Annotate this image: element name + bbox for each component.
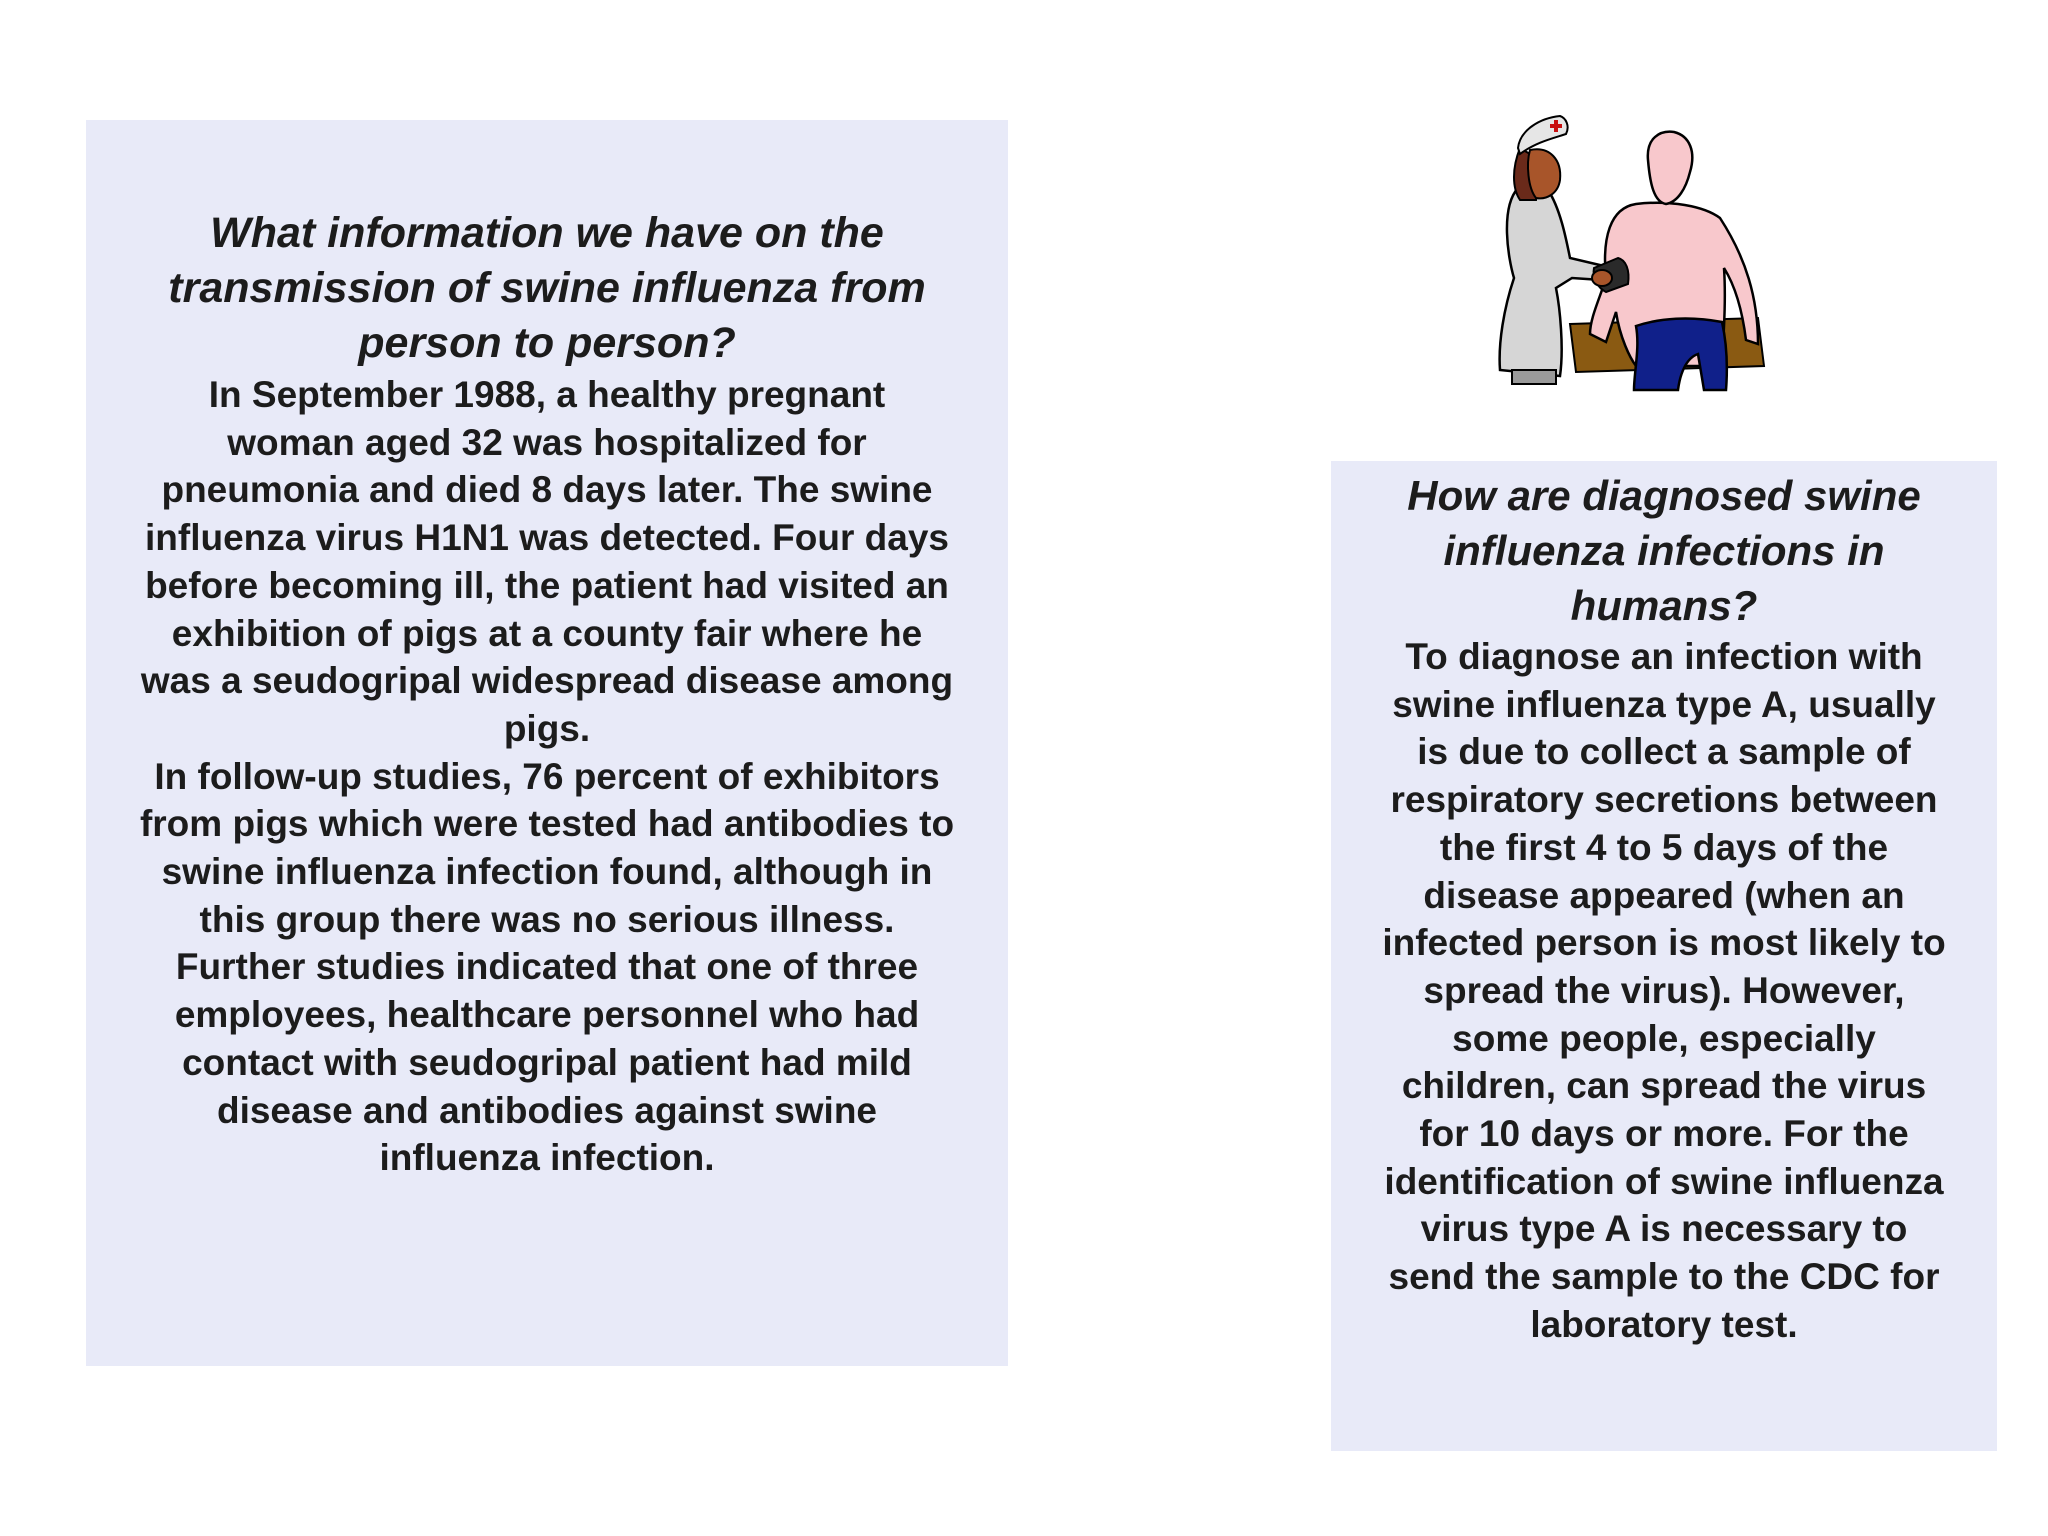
nurse-cap <box>1518 116 1568 154</box>
transmission-heading: What information we have on the transmission of swine influenza from person to person? <box>168 209 926 367</box>
nurse-taking-blood-pressure-icon <box>1490 108 1770 392</box>
transmission-info-panel <box>86 120 1008 1366</box>
patient-head <box>1648 132 1692 204</box>
diagnosis-paragraph: To diagnose an infection with swine influenza type A, usually is due to collect a sample of respiratory secretions between the first 4 to 5 days of the disease appeared (when an infected person is most likely to spread the virus). However, some people, especially children, can spread the virus for 10 days or more. For the identification of swine influenza virus type A is necessary to send the sample to the CDC for laboratory test. <box>1382 636 1946 1345</box>
diagnosis-info-panel <box>1331 461 1997 1451</box>
nurse-face <box>1528 149 1560 198</box>
nurse-patient-illustration <box>1490 108 1770 392</box>
diagnosis-heading: How are diagnosed swine influenza infections in humans? <box>1407 472 1921 629</box>
nurse-legs <box>1512 370 1556 384</box>
patient-pants <box>1634 319 1727 390</box>
transmission-paragraph-1: In September 1988, a healthy pregnant woman aged 32 was hospitalized for pneumonia and died 8 days later. The swine influenza virus H1N1 was detected. Four days before becoming ill, the patient had visited an exhibition of pigs at a county fair where he was a seudogripal widespread disease among pigs. <box>140 374 954 749</box>
nurse-hand <box>1592 270 1612 286</box>
transmission-paragraph-2: In follow-up studies, 76 percent of exhibitors from pigs which were tested had antibodies to swine influenza infection found, although in this group there was no serious illness. Further studies indicated that one of three employees, healthcare personnel who had contact with seudogripal patient had mild disease and antibodies against swine influenza infection. <box>139 755 955 1179</box>
